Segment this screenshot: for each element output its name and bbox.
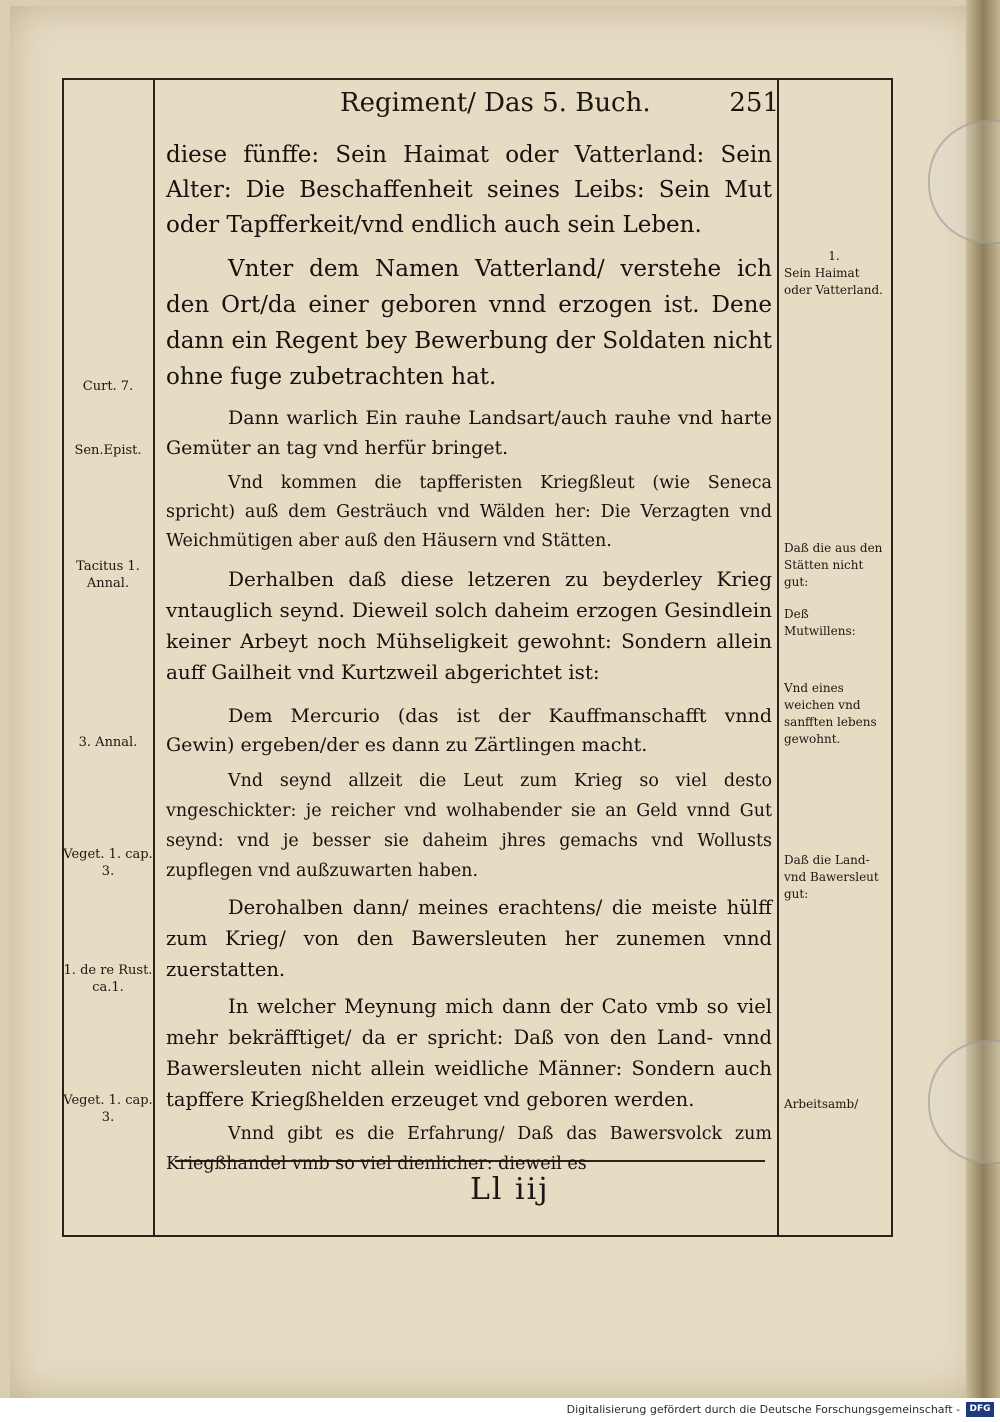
note-number: 1. bbox=[828, 249, 840, 263]
signature-mark: Ll iij bbox=[470, 1172, 550, 1207]
right-margin-note bbox=[784, 852, 884, 903]
paragraph: Derohalben dann/ meines erachtens/ die meiste hülff zum Krieg/ von den Bawersleuten her zunemen vnnd zuerstatten. bbox=[166, 896, 772, 981]
note-text: Sein Haimat oder Vatterland. bbox=[784, 266, 883, 297]
running-title: Regiment/ Das 5. Buch. bbox=[340, 88, 651, 118]
note-text: Daß die aus den Stätten nicht gut: bbox=[784, 541, 883, 589]
note-text: Arbeitsamb/ bbox=[784, 1097, 859, 1111]
paragraph: In welcher Meynung mich dann der Cato vmb so viel mehr bekräfftiget/ da er spricht: Daß von den Land- vnnd Bawersleuten nicht allein weidliche Männer: Sondern auch tapffere Kriegßhelden erzeuget vnd geboren werden. bbox=[166, 995, 772, 1111]
page-header bbox=[160, 88, 779, 124]
right-margin-note bbox=[784, 540, 884, 591]
paragraph: diese fünffe: Sein Haimat oder Vatterland: Sein Alter: Die Beschaffenheit seines Leibs: Sein Mut oder Tapfferkeit/vnd endlich auch sein Leben. bbox=[166, 142, 772, 238]
paragraph: Vnd seynd allzeit die Leut zum Krieg so viel desto vngeschickter: je reicher vnd wolhabender sie an Geld vnnd Gut seynd: vnd je besser sie daheim jhres gemachs vnd Wollusts zupflegen vnd außzuwarten haben. bbox=[166, 771, 772, 881]
left-margin-note: Curt. 7. bbox=[82, 379, 134, 394]
right-margin-note bbox=[784, 1096, 884, 1113]
paragraph: Vnd kommen die tapfferisten Kriegßleut (wie Seneca spricht) auß dem Gesträuch vnd Wälden her: Die Verzagten vnd Weichmütigen aber auß den Häusern vnd Stätten. bbox=[166, 473, 772, 551]
footer-credit: Digitalisierung gefördert durch die Deutsche Forschungsgemeinschaft - bbox=[566, 1403, 960, 1416]
note-text: Daß die Land- vnd Bawersleut gut: bbox=[784, 853, 879, 901]
left-margin-rule bbox=[153, 78, 155, 1235]
paragraph: Derhalben daß diese letzeren zu beyderley Krieg vntauglich seynd. Dieweil solch daheim erzogen Gesindlein keiner Arbeyt noch Mühseligkeit gewohnt: Sondern allein auff Gailheit vnd Kurtzweil abgerichtet ist: bbox=[166, 567, 772, 684]
left-margin-note: Tacitus 1. Annal. bbox=[76, 559, 140, 591]
note-text: Deß Mutwillens: bbox=[784, 607, 856, 638]
left-margin-note: Veget. 1. cap. 3. bbox=[63, 1093, 153, 1125]
right-margin-rule bbox=[777, 78, 779, 1235]
left-margin-note: 3. Annal. bbox=[78, 735, 138, 750]
note-text: Vnd eines weichen vnd sanfften lebens gewohnt. bbox=[784, 681, 877, 746]
right-margin-note bbox=[784, 606, 884, 640]
paragraph: Vnter dem Namen Vatterland/ verstehe ich den Ort/da einer geboren vnnd erzogen ist. Dene dann ein Regent bey Bewerbung der Soldaten nicht ohne fuge zubetrachten hat. bbox=[166, 256, 772, 390]
main-text bbox=[166, 138, 772, 1179]
left-margin-note: 1. de re Rust. ca.1. bbox=[63, 963, 153, 995]
paragraph: Dem Mercurio (das ist der Kauffmanschafft vnnd Gewin) ergeben/der es dann zu Zärtlingen macht. bbox=[166, 705, 772, 756]
left-margin-note: Sen.Epist. bbox=[74, 443, 142, 458]
right-margin-note bbox=[784, 680, 884, 748]
right-margin-note bbox=[784, 248, 884, 299]
footer-bar bbox=[0, 1398, 1000, 1422]
folio-number: 251 bbox=[729, 88, 779, 118]
paragraph: Vnnd gibt es die Erfahrung/ Daß das Bawersvolck zum Kriegßhandel vmb so viel dienlicher: dieweil es bbox=[166, 1124, 772, 1174]
dfg-logo: DFG bbox=[966, 1402, 994, 1417]
left-margin-note: Veget. 1. cap. 3. bbox=[63, 847, 153, 879]
paragraph: Dann warlich Ein rauhe Landsart/auch rauhe vnd harte Gemüter an tag vnd herfür bringet. bbox=[166, 407, 772, 459]
